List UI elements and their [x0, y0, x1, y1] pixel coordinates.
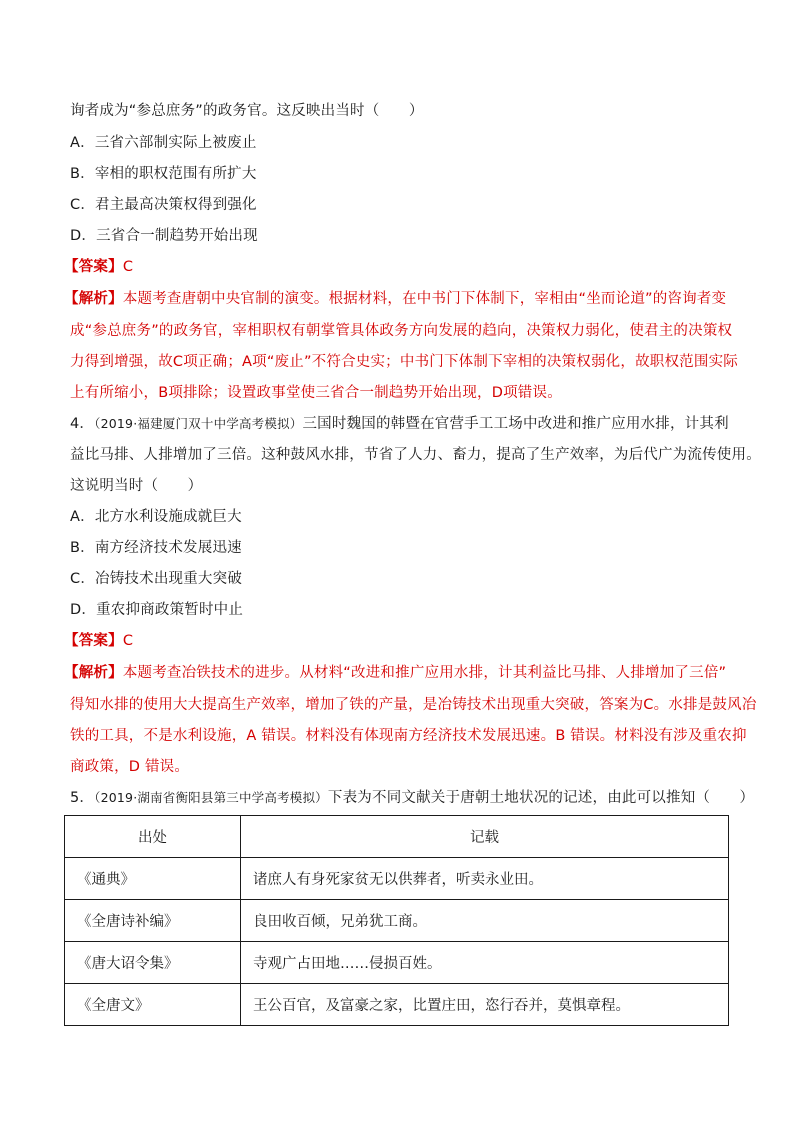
- table-row: [65, 858, 729, 900]
- q4-number: 4．: [70, 416, 95, 432]
- q5-stem: 5．（2019·湖南省衡阳县第三中学高考模拟）下表为不同文献关于唐朝土地状况的记述，由此可以推知（ ）: [70, 790, 755, 806]
- answer-label: 【答案】: [64, 259, 123, 275]
- answer-value: C: [122, 633, 134, 649]
- q4-option-b: B．南方经济技术发展迅速: [70, 540, 242, 556]
- header-source: 出处: [65, 816, 241, 858]
- q4-analysis-line-2: 得知水排的使用大大提高生产效率，增加了铁的产量，是冶铸技术出现重大突破，答案为C。水排是鼓风冶: [70, 697, 757, 713]
- q5-source: （2019·湖南省衡阳县第三中学高考模拟）: [94, 790, 328, 805]
- table-row: [65, 900, 729, 942]
- answer-label: 【答案】: [64, 633, 123, 649]
- header-record: 记载: [241, 816, 729, 858]
- row-source: 《全唐文》: [65, 984, 241, 1026]
- row-record: 寺观广占田地……侵损百姓。: [241, 942, 729, 984]
- q4-stem-line-1: 4．（2019·福建厦门双十中学高考模拟）三国时魏国的韩暨在官营手工工场中改进和推广应用水排，计其利: [70, 416, 729, 432]
- row-source: 《全唐诗补编》: [65, 900, 241, 942]
- q3-option-c: C．君主最高决策权得到强化: [70, 197, 257, 213]
- q4-option-a: A．北方水利设施成就巨大: [70, 509, 242, 525]
- q3-analysis-line-4: 上有所缩小，B项排除；设置政事堂使三省合一制趋势开始出现，D项错误。: [70, 385, 562, 401]
- table-row: [65, 942, 729, 984]
- q3-answer: [64, 257, 133, 277]
- q3-analysis-line-2: 成“参总庶务”的政务官，宰相职权有朝掌管具体政务方向发展的趋向，决策权力弱化，使君主的决策权: [70, 323, 733, 339]
- land-records-table: [64, 815, 729, 1026]
- answer-value: C: [122, 259, 134, 275]
- q3-option-b: B．宰相的职权范围有所扩大: [70, 166, 257, 182]
- q3-analysis-line-3: 力得到增强，故C项正确；A项“废止”不符合史实；中书门下体制下宰相的决策权弱化，故职权范围实际: [70, 354, 738, 370]
- q4-stem-line-2: 益比马排、人排增加了三倍。这种鼓风水排，节省了人力、畜力，提高了生产效率，为后代广为流传使用。: [70, 447, 761, 463]
- row-record: 良田收百倾，兄弟犹工商。: [241, 900, 729, 942]
- q4-analysis-line-3: 铁的工具，不是水利设施，A 错误。材料没有体现南方经济技术发展迅速。B 错误。材料没有涉及重农抑: [70, 728, 747, 744]
- table-header-row: [65, 816, 729, 858]
- q4-option-c: C．冶铸技术出现重大突破: [70, 571, 243, 587]
- row-record: 诸庶人有身死家贫无以供葬者，听卖永业田。: [241, 858, 729, 900]
- q3-analysis-line-1: 【解析】本题考查唐朝中央官制的演变。根据材料，在中书门下体制下，宰相由“坐而论道”的咨询者变: [64, 291, 727, 307]
- analysis-label: 【解析】: [64, 291, 123, 307]
- table-row: [65, 984, 729, 1026]
- q5-number: 5．: [70, 790, 95, 806]
- analysis-label: 【解析】: [64, 665, 123, 681]
- q3-option-a: A．三省六部制实际上被废止: [70, 135, 257, 151]
- q4-stem-line-3: 这说明当时（ ）: [70, 478, 203, 494]
- q4-answer: [64, 631, 133, 651]
- q3-option-d: D．三省合一制趋势开始出现: [70, 228, 258, 244]
- q4-source: （2019·福建厦门双十中学高考模拟）: [94, 416, 303, 431]
- q4-analysis-line-1: 【解析】本题考查冶铁技术的进步。从材料“改进和推广应用水排，计其利益比马排、人排增加了三倍”: [64, 665, 727, 681]
- q3-stem-tail: 询者成为“参总庶务”的政务官。这反映出当时（ ）: [70, 103, 424, 119]
- row-source: 《唐大诏令集》: [65, 942, 241, 984]
- q4-analysis-line-4: 商政策，D 错误。: [70, 759, 190, 775]
- row-record: 王公百官，及富豪之家，比置庄田，恣行吞并，莫惧章程。: [241, 984, 729, 1026]
- row-source: 《通典》: [65, 858, 241, 900]
- q4-option-d: D．重农抑商政策暂时中止: [70, 602, 244, 618]
